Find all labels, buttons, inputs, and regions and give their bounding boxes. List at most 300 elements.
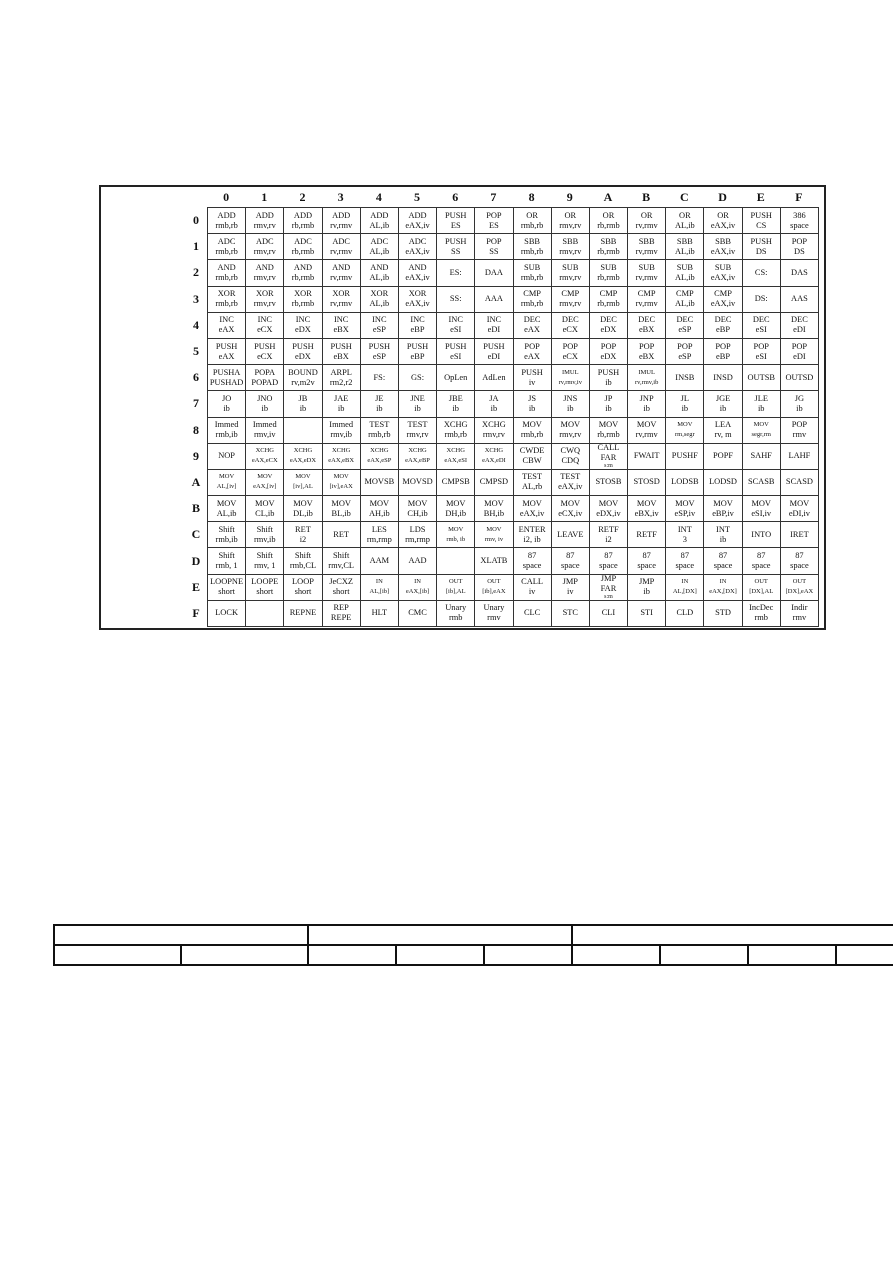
- opcode-cell: [590, 234, 628, 260]
- opcode-mnemonic: INSD: [713, 372, 733, 382]
- opcode-operands: rmv, 1: [254, 561, 276, 571]
- opcode-cell: [781, 234, 819, 260]
- opcode-mnemonic: STI: [640, 608, 653, 618]
- opcode-mnemonic: Shift: [256, 524, 273, 534]
- opcode-mnemonic: XCHG: [408, 447, 427, 455]
- opcode-mnemonic: JMP: [600, 574, 617, 583]
- opcode-cell: [437, 548, 475, 574]
- opcode-mnemonic: MOV: [789, 498, 810, 508]
- opcode-cell: [666, 601, 704, 627]
- opcode-cell: [666, 208, 704, 234]
- opcode-cell: [666, 496, 704, 522]
- opcode-operands: i2: [299, 534, 307, 544]
- opcode-mnemonic: JMP: [638, 577, 655, 587]
- opcode-mnemonic: INC: [486, 315, 502, 325]
- column-header: A: [603, 190, 613, 204]
- opcode-mnemonic: JB: [298, 393, 308, 403]
- opcode-operands: space: [560, 561, 580, 571]
- opcode-operands: ib: [528, 403, 536, 413]
- opcode-mnemonic: DAS: [791, 267, 808, 277]
- opcode-cell: [590, 548, 628, 574]
- bottom-table-header-cell: [308, 925, 572, 945]
- opcode-cell: [781, 418, 819, 444]
- opcode-cell: [781, 522, 819, 548]
- opcode-mnemonic: AND: [255, 262, 274, 272]
- opcode-cell: [246, 575, 284, 601]
- opcode-mnemonic: ARPL: [330, 367, 352, 377]
- opcode-mnemonic: POP: [524, 341, 540, 351]
- opcode-operands: short: [332, 587, 350, 597]
- opcode-cell: [246, 444, 284, 470]
- opcode-cell: [666, 522, 704, 548]
- opcode-operands: eAX,eBX: [328, 457, 355, 465]
- opcode-mnemonic: Shift: [256, 551, 273, 561]
- opcode-mnemonic: INTO: [751, 529, 772, 539]
- opcode-mnemonic: MOVSD: [402, 477, 433, 487]
- opcode-mnemonic: JG: [794, 393, 805, 403]
- opcode-mnemonic: SUB: [714, 262, 732, 272]
- opcode-mnemonic: PUSH: [445, 236, 467, 246]
- opcode-mnemonic: XOR: [217, 289, 236, 299]
- opcode-operands: AL,ib: [674, 246, 695, 256]
- opcode-mnemonic: SBB: [676, 236, 693, 246]
- opcode-cell: [246, 287, 284, 313]
- opcode-mnemonic: SBB: [600, 236, 617, 246]
- opcode-operands: rmv, iv: [484, 535, 504, 543]
- opcode-operands: eBX: [638, 351, 655, 361]
- opcode-mnemonic: TEST: [560, 472, 581, 482]
- opcode-mnemonic: PUSH: [521, 367, 543, 377]
- opcode-mnemonic: REPNE: [289, 608, 317, 618]
- opcode-operands: BL,ib: [331, 508, 351, 518]
- opcode-cell: [704, 575, 742, 601]
- opcode-cell: [552, 208, 590, 234]
- opcode-mnemonic: MOV: [636, 420, 657, 430]
- bottom-table-cell: [748, 945, 836, 965]
- opcode-cell: [666, 391, 704, 417]
- opcode-mnemonic: MOV: [255, 498, 275, 508]
- opcode-mnemonic: BOUND: [288, 367, 318, 377]
- opcode-cell: [208, 470, 246, 496]
- opcode-cell: [437, 339, 475, 365]
- column-header: 5: [414, 190, 421, 204]
- column-header: D: [718, 190, 727, 204]
- opcode-mnemonic: OR: [564, 210, 577, 220]
- opcode-operands: FAR: [600, 452, 617, 462]
- opcode-cell: [437, 365, 475, 391]
- opcode-mnemonic: LOCK: [215, 608, 238, 618]
- opcode-operands: rmb,rb: [215, 299, 238, 309]
- opcode-mnemonic: IncDec: [749, 603, 774, 613]
- opcode-cell: [323, 601, 361, 627]
- opcode-operands: eDI: [793, 325, 806, 335]
- opcode-mnemonic: REP: [333, 603, 349, 613]
- opcode-cell: [208, 208, 246, 234]
- opcode-cell: [475, 339, 513, 365]
- opcode-cell: [514, 548, 552, 574]
- opcode-cell: [590, 444, 628, 470]
- opcode-mnemonic: MOV: [598, 498, 619, 508]
- empty-bottom-table: [53, 924, 893, 966]
- bottom-table-cell: [396, 945, 484, 965]
- opcode-operands: eSP: [372, 351, 386, 361]
- opcode-operands: space: [522, 561, 542, 571]
- opcode-operands: rmv,rv: [559, 246, 582, 256]
- opcode-mnemonic: MOV: [331, 498, 351, 508]
- bottom-table-cell: [308, 945, 396, 965]
- opcode-mnemonic: MOV: [675, 498, 695, 508]
- opcode-operands: rmb,ib: [215, 430, 238, 440]
- opcode-mnemonic: ADC: [294, 236, 312, 246]
- opcode-operands: space: [713, 561, 733, 571]
- opcode-cell: [246, 418, 284, 444]
- opcode-cell: [475, 287, 513, 313]
- opcode-mnemonic: ADD: [293, 210, 313, 220]
- opcode-mnemonic: MOV: [713, 498, 733, 508]
- opcode-mnemonic: XOR: [408, 289, 427, 299]
- opcode-operands: AH,ib: [368, 508, 390, 518]
- opcode-operands: segr,rm: [751, 431, 771, 439]
- opcode-mnemonic: POP: [791, 236, 808, 246]
- opcode-cell: [399, 575, 437, 601]
- opcode-operands: eSP: [372, 325, 386, 335]
- opcode-cell: [666, 287, 704, 313]
- row-header: B: [191, 501, 200, 516]
- opcode-operands: rmb,rb: [520, 246, 544, 256]
- opcode-operands: AL,ib: [369, 220, 390, 230]
- opcode-mnemonic: CLI: [601, 608, 616, 618]
- opcode-mnemonic: CMP: [637, 289, 656, 299]
- opcode-operands: eBP: [410, 351, 425, 361]
- opcode-cell: [743, 418, 781, 444]
- opcode-mnemonic: INC: [448, 315, 463, 325]
- opcode-cell: [514, 339, 552, 365]
- opcode-cell: [781, 444, 819, 470]
- opcode-operands: [DX],eAX: [785, 588, 814, 596]
- bottom-table-cell: [660, 945, 748, 965]
- opcode-operands: rm,segr: [675, 431, 695, 439]
- opcode-cell: [743, 470, 781, 496]
- opcode-operands: short: [294, 587, 312, 597]
- opcode-mnemonic: POPA: [254, 367, 276, 377]
- opcode-cell: [628, 418, 666, 444]
- opcode-mnemonic: PUSHF: [671, 451, 698, 461]
- opcode-cell: [666, 444, 704, 470]
- opcode-cell: [323, 548, 361, 574]
- opcode-mnemonic: POP: [677, 341, 693, 351]
- opcode-mnemonic: Immed: [252, 420, 277, 430]
- opcode-operands: rv, m: [714, 430, 732, 440]
- opcode-operands: eAX,eBP: [405, 457, 430, 465]
- opcode-operands: eSI: [755, 325, 767, 335]
- opcode-cell: [361, 365, 399, 391]
- opcode-cell: [284, 313, 322, 339]
- opcode-mnemonic: MOV: [677, 421, 693, 429]
- opcode-operands: eAX,[iv]: [253, 483, 277, 491]
- opcode-cell: [361, 313, 399, 339]
- opcode-cell: [246, 234, 284, 260]
- opcode-operands: AL,ib: [369, 246, 390, 256]
- column-header: 9: [566, 190, 573, 204]
- opcode-mnemonic: CWQ: [560, 446, 581, 456]
- opcode-operands: DS: [794, 246, 805, 256]
- opcode-cell: [437, 601, 475, 627]
- column-header: E: [756, 190, 765, 204]
- opcode-mnemonic: INC: [410, 315, 425, 325]
- opcode-cell: [437, 444, 475, 470]
- opcode-cell: [361, 260, 399, 286]
- opcode-cell: [208, 548, 246, 574]
- opcode-cell: [590, 496, 628, 522]
- opcode-cell: [743, 522, 781, 548]
- opcode-mnemonic: ADC: [217, 236, 236, 246]
- opcode-operands: rv,rmv: [330, 299, 353, 309]
- opcode-cell: [284, 522, 322, 548]
- opcode-operands: eSI: [450, 325, 462, 335]
- opcode-operands: rmv,iv: [254, 430, 276, 440]
- opcode-mnemonic: AAA: [484, 294, 503, 304]
- opcode-operands: eAX,iv: [710, 272, 736, 282]
- opcode-operands: rmb, ib: [446, 535, 466, 543]
- opcode-mnemonic: OUTSB: [747, 372, 775, 382]
- opcode-cell: [552, 470, 590, 496]
- row-header: 0: [193, 213, 199, 228]
- opcode-cell: [666, 365, 704, 391]
- opcode-cell: [590, 418, 628, 444]
- opcode-operands: rv,rmv: [330, 220, 353, 230]
- opcode-cell: [284, 260, 322, 286]
- row-header: 6: [193, 370, 199, 385]
- opcode-cell: [552, 287, 590, 313]
- opcode-cell: [781, 339, 819, 365]
- opcode-operands: eAX,eDX: [289, 457, 317, 465]
- opcode-cell: [552, 391, 590, 417]
- opcode-operands: eAX,iv: [405, 220, 430, 230]
- opcode-mnemonic: JE: [375, 393, 384, 403]
- opcode-mnemonic: MOV: [751, 498, 771, 508]
- opcode-mnemonic: ADC: [255, 236, 274, 246]
- opcode-operands: short: [256, 587, 274, 597]
- opcode-cell: [246, 522, 284, 548]
- opcode-mnemonic: STD: [715, 608, 731, 618]
- opcode-operands: AL,ib: [369, 272, 390, 282]
- opcode-operands: PUSHAD: [209, 377, 244, 387]
- opcode-cell: [475, 260, 513, 286]
- opcode-operands: rmv: [792, 430, 807, 440]
- opcode-mnemonic: MOV: [216, 498, 237, 508]
- opcode-mnemonic: Shift: [294, 551, 312, 561]
- opcode-cell: [284, 470, 322, 496]
- opcode-cell: [514, 575, 552, 601]
- opcode-cell: [475, 391, 513, 417]
- opcode-cell: [628, 522, 666, 548]
- opcode-cell: [704, 234, 742, 260]
- opcode-cell: [552, 601, 590, 627]
- opcode-mnemonic: TEST: [369, 420, 390, 430]
- opcode-mnemonic: POP: [486, 236, 502, 246]
- opcode-mnemonic: DEC: [791, 315, 808, 325]
- opcode-cell: [628, 234, 666, 260]
- opcode-mnemonic: JLE: [754, 393, 768, 403]
- opcode-cell: [246, 365, 284, 391]
- opcode-cell: [437, 260, 475, 286]
- opcode-cell: [666, 470, 704, 496]
- opcode-cell: [399, 444, 437, 470]
- opcode-mnemonic: DEC: [752, 315, 770, 325]
- opcode-operands: rmb,rb: [215, 246, 238, 256]
- opcode-cell: [399, 339, 437, 365]
- opcode-cell: [704, 496, 742, 522]
- bottom-table-header-cell: [54, 925, 308, 945]
- opcode-cell: [704, 548, 742, 574]
- opcode-cell: [628, 391, 666, 417]
- opcode-cell: [514, 208, 552, 234]
- opcode-operands: rmb,rb: [444, 430, 467, 440]
- opcode-mnemonic: INC: [257, 315, 272, 325]
- opcode-cell: [208, 575, 246, 601]
- opcode-operands: ib: [719, 403, 727, 413]
- opcode-operands: eAX,eSP: [367, 457, 392, 465]
- opcode-cell: [743, 444, 781, 470]
- opcode-mnemonic: JS: [528, 393, 537, 403]
- opcode-mnemonic: Unary: [483, 603, 505, 613]
- opcode-cell: [437, 208, 475, 234]
- opcode-cell: [514, 391, 552, 417]
- opcode-cell: [361, 575, 399, 601]
- opcode-operands: ib: [337, 403, 345, 413]
- opcode-mnemonic: TEST: [407, 420, 428, 430]
- opcode-cell: [399, 365, 437, 391]
- opcode-mnemonic: POP: [791, 420, 808, 430]
- opcode-operands: rmv,rv: [253, 272, 276, 282]
- opcode-cell: [590, 601, 628, 627]
- opcode-operands: AL,[ib]: [369, 588, 390, 596]
- opcode-mnemonic: AND: [293, 262, 313, 272]
- opcode-operands: rv,m2v: [291, 377, 315, 387]
- opcode-operands: AL,[iv]: [216, 483, 237, 491]
- opcode-cell: [246, 339, 284, 365]
- opcode-cell: [323, 418, 361, 444]
- opcode-cell: [514, 444, 552, 470]
- opcode-cell: [399, 391, 437, 417]
- opcode-operands: rmb, 1: [215, 561, 238, 571]
- opcode-operands: ib: [605, 377, 612, 387]
- opcode-cell: [628, 313, 666, 339]
- opcode-mnemonic: DEC: [523, 315, 541, 325]
- opcode-cell: [399, 601, 437, 627]
- opcode-mnemonic: MOV: [560, 420, 581, 430]
- opcode-operands: rmv: [792, 613, 807, 623]
- opcode-cell: [246, 313, 284, 339]
- opcode-mnemonic: ADC: [408, 236, 427, 246]
- opcode-mnemonic: JNS: [563, 393, 578, 403]
- opcode-operands: eBP: [410, 325, 425, 335]
- opcode-operands: eSP,iv: [674, 508, 696, 518]
- opcode-operands: rmb,ib: [215, 534, 238, 544]
- opcode-cell: [628, 365, 666, 391]
- opcode-cell: [628, 260, 666, 286]
- opcode-mnemonic: AdLen: [482, 372, 506, 382]
- opcode-operands: ib: [643, 403, 650, 413]
- opcode-cell: [437, 470, 475, 496]
- column-header: 1: [261, 190, 268, 204]
- opcode-mnemonic: MOV: [522, 420, 542, 430]
- row-header: C: [191, 527, 201, 542]
- opcode-operands: iv: [528, 377, 536, 387]
- opcode-operands: rb,rmb: [291, 246, 315, 256]
- opcode-mnemonic: XCHG: [482, 420, 506, 430]
- opcode-cell: [628, 496, 666, 522]
- opcode-operands: iv: [567, 587, 574, 597]
- bottom-table-sub-row: [54, 945, 893, 965]
- opcode-mnemonic: HLT: [371, 608, 388, 618]
- opcode-cell: [361, 496, 399, 522]
- opcode-cell: [437, 496, 475, 522]
- column-header: B: [642, 190, 651, 204]
- opcode-operands: POPAD: [251, 377, 279, 387]
- opcode-operands: CS: [756, 220, 767, 230]
- bottom-table-header-row: [54, 925, 893, 945]
- opcode-operands: eCX: [562, 351, 578, 361]
- row-header: 8: [193, 422, 199, 437]
- opcode-mnemonic: PUSH: [330, 341, 352, 351]
- row-header: F: [192, 605, 200, 620]
- opcode-operands: AL,ib: [674, 220, 695, 230]
- opcode-cell: [361, 418, 399, 444]
- opcode-cell: [743, 313, 781, 339]
- opcode-mnemonic: SBB: [715, 236, 731, 246]
- opcode-cell: [323, 260, 361, 286]
- opcode-operands: eDX: [600, 351, 617, 361]
- opcode-mnemonic: INC: [295, 315, 311, 325]
- opcode-mnemonic: 87: [642, 551, 651, 561]
- opcode-operands: eBX: [333, 351, 349, 361]
- opcode-mnemonic: SBB: [638, 236, 655, 246]
- opcode-operands: rv,rmv: [330, 272, 353, 282]
- opcode-mnemonic: MOV: [560, 498, 581, 508]
- opcode-mnemonic: PUSH: [292, 341, 314, 351]
- opcode-cell: [743, 260, 781, 286]
- opcode-mnemonic: Indir: [791, 603, 808, 613]
- opcode-mnemonic: OUT: [449, 578, 463, 586]
- opcode-operands: rv,rmv,ib: [634, 378, 659, 386]
- opcode-mnemonic: INT: [716, 524, 730, 534]
- opcode-operands: rmb,rb: [520, 430, 544, 440]
- opcode-cell: [704, 470, 742, 496]
- opcode-mnemonic: MOV: [448, 525, 464, 533]
- opcode-cell: [399, 548, 437, 574]
- opcode-mnemonic: AND: [370, 262, 389, 272]
- column-header: 0: [223, 190, 230, 204]
- opcode-cell: [361, 601, 399, 627]
- opcode-operands: eDI,iv: [788, 508, 810, 518]
- opcode-cell: [284, 287, 322, 313]
- opcode-operands: SS: [489, 246, 499, 256]
- opcode-mnemonic: TEST: [522, 472, 543, 482]
- opcode-operands: eAX,iv: [558, 482, 583, 492]
- opcode-cell: [743, 496, 781, 522]
- opcode-cell: [781, 391, 819, 417]
- column-header: 8: [528, 190, 535, 204]
- opcode-operands: rv,rmv: [330, 246, 353, 256]
- opcode-mnemonic: DAA: [484, 267, 503, 277]
- opcode-mnemonic: STOSB: [595, 477, 622, 487]
- opcode-mnemonic: XCHG: [446, 447, 465, 455]
- opcode-cell: [208, 260, 246, 286]
- opcode-mnemonic: ADC: [370, 236, 389, 246]
- opcode-cell: [590, 287, 628, 313]
- opcode-cell: [743, 365, 781, 391]
